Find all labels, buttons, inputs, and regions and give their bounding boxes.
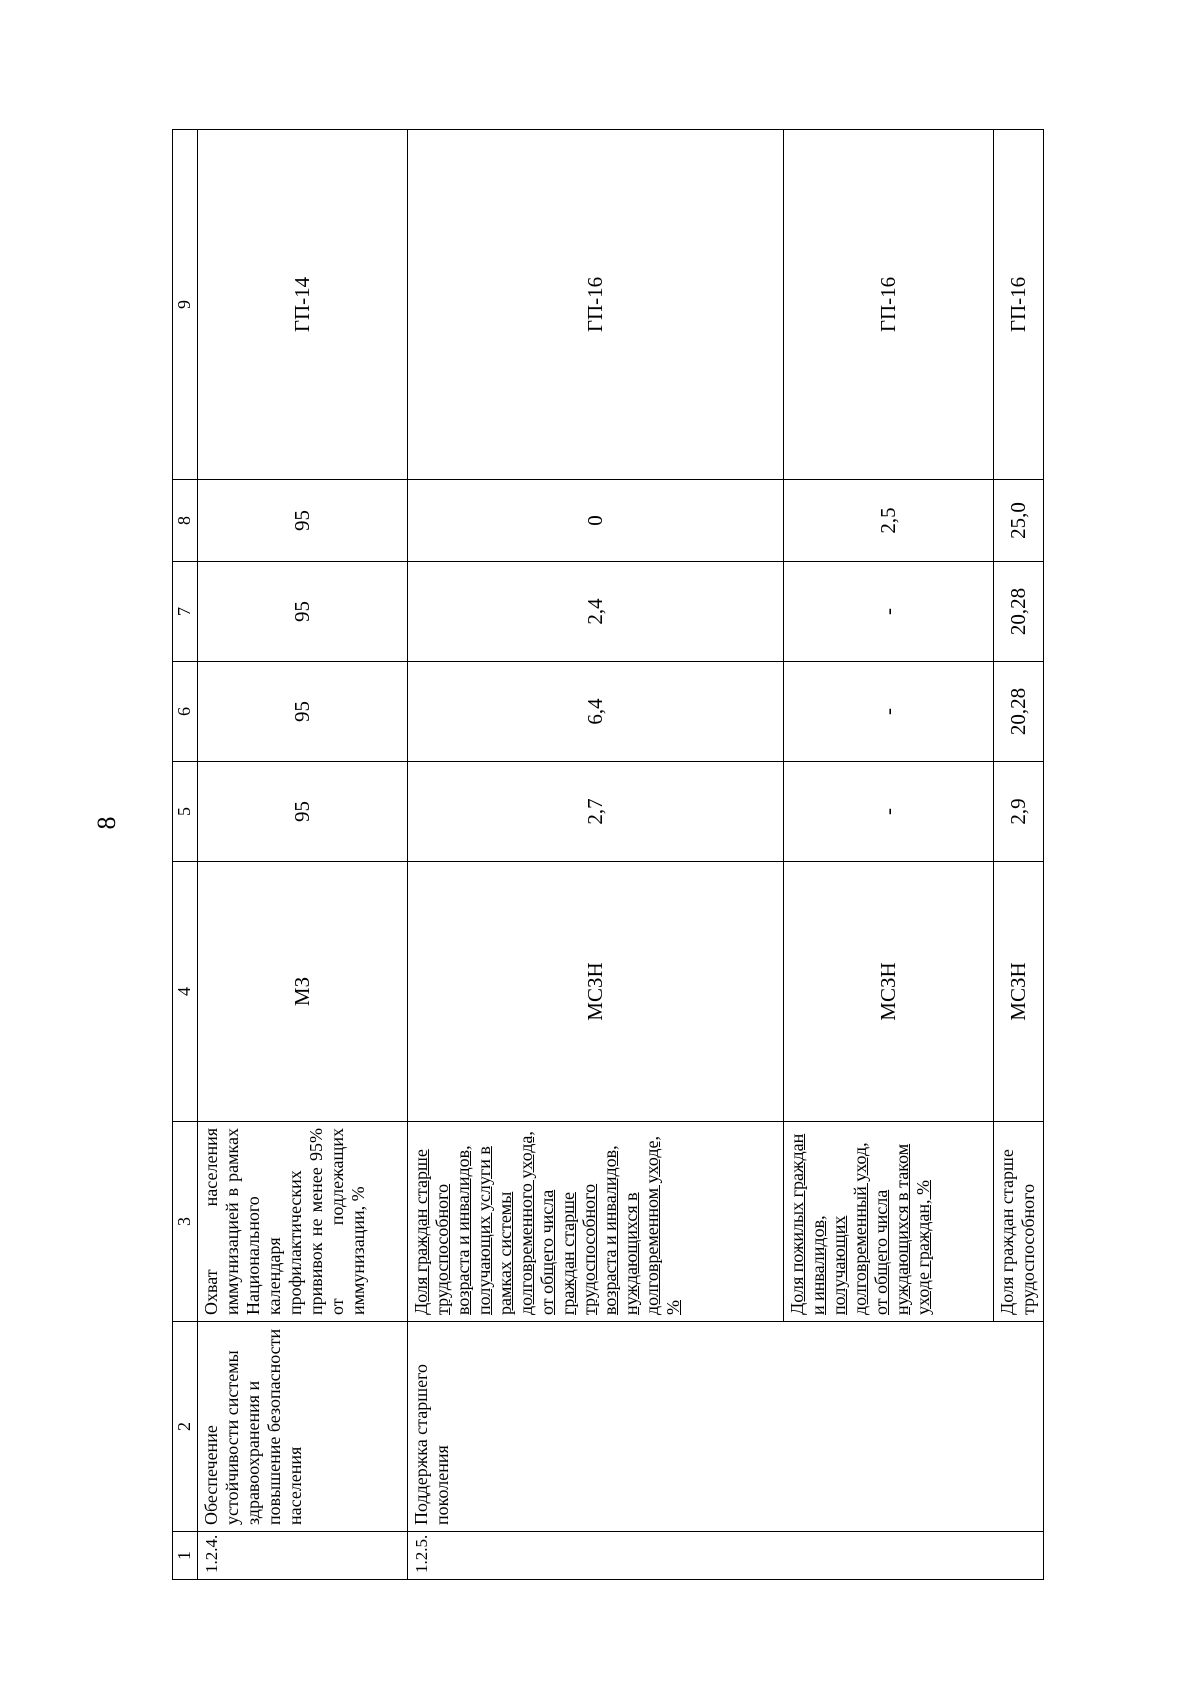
row-number: 1.2.5. [408,1532,1044,1580]
value-col-7: - [784,562,994,662]
indicators-table [172,129,1044,1580]
value-col-6: 95 [198,662,408,762]
program-cell: ГП-16 [994,130,1044,480]
value-col-5: 2,9 [994,762,1044,862]
header-row [173,130,198,1580]
value-col-8: 25,0 [994,480,1044,562]
task-cell: Обеспечение устойчивости системы здравоохранения и повышение безопасности населения [198,1322,408,1532]
page-number: 8 [92,816,121,830]
header-col-3: 3 [173,1122,198,1322]
value-col-8: 95 [198,480,408,562]
indicator-text: Доля граждан старше трудоспособного возраста и инвалидов, получающих услуги в рамках системы долговременного ухода, от общего числа граждан старше трудоспособного возраста и инвалидов, нуждающихся в долговременном уходе, % [411,1131,683,1315]
header-col-9: 9 [173,130,198,480]
task-cell: Поддержка старшего поколения [408,1322,1044,1532]
header-col-4: 4 [173,862,198,1122]
executor-cell: МСЗН [784,862,994,1122]
value-col-6: - [784,662,994,762]
program-cell: ГП-16 [784,130,994,480]
indicator-text: Доля пожилых граждан и инвалидов, получающих долговременный уход, от общего числа нуждающихся в таком уходе граждан, % [787,1133,933,1315]
value-col-7: 20,28 [994,562,1044,662]
program-cell: ГП-16 [408,130,784,480]
indicator-cell [784,1122,994,1322]
executor-cell: МСЗН [994,862,1044,1122]
value-col-5: - [784,762,994,862]
value-col-7: 95 [198,562,408,662]
header-col-2: 2 [173,1322,198,1532]
row-number: 1.2.4. [198,1532,408,1580]
value-col-8: 2,5 [784,480,994,562]
header-col-1: 1 [173,1532,198,1580]
table-row [198,130,408,1580]
value-col-6: 6,4 [408,662,784,762]
program-cell: ГП-14 [198,130,408,480]
header-col-5: 5 [173,762,198,862]
executor-cell: МЗ [198,862,408,1122]
header-col-8: 8 [173,480,198,562]
executor-cell: МСЗН [408,862,784,1122]
indicator-cell [408,1122,784,1322]
rotated-table-sheet [172,130,1122,1580]
value-col-8: 0 [408,480,784,562]
value-col-7: 2,4 [408,562,784,662]
table-row [408,130,784,1580]
indicator-cell: Доля граждан старше трудоспособного [994,1122,1044,1322]
header-col-7: 7 [173,562,198,662]
value-col-6: 20,28 [994,662,1044,762]
value-col-5: 2,7 [408,762,784,862]
value-col-5: 95 [198,762,408,862]
indicator-cell: Охват населения иммунизацией в рамках Национального календаря профилактических прививок не менее 95% от подлежащих иммунизации, % [198,1122,408,1322]
header-col-6: 6 [173,662,198,762]
